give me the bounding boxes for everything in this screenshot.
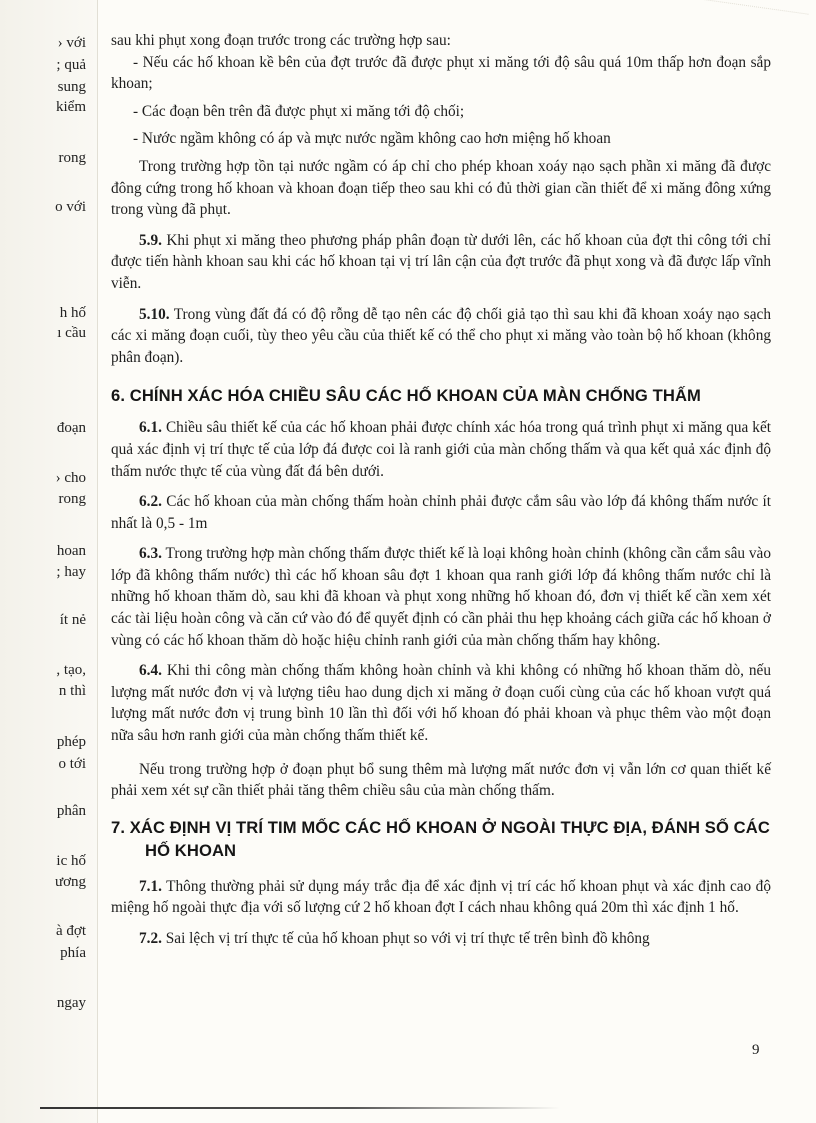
- margin-fragment: ic hố: [56, 853, 86, 869]
- margin-fragment: ương: [54, 874, 86, 890]
- clause-text: Các hố khoan của màn chống thấm hoàn chỉnh phải được cắm sâu vào lớp đá không thấm nước ít nhất là 0,5 - 1m: [111, 493, 772, 532]
- clause-number: 7.1.: [139, 877, 162, 895]
- bullet-item: - Nước ngầm không có áp và mực nước ngầm không cao hơn miệng hố khoan: [133, 130, 611, 148]
- margin-fragment: › với: [57, 35, 86, 51]
- margin-fragment: ı cầu: [57, 325, 86, 341]
- margin-fragment: sung: [57, 79, 86, 95]
- clause-5-10: [111, 304, 771, 369]
- clause-number: 6.4.: [139, 662, 162, 680]
- bullet-item: - Các đoạn bên trên đã được phụt xi măng tới độ chối;: [133, 102, 465, 120]
- clause-number: 6.3.: [139, 545, 162, 563]
- margin-fragment: ít nẻ: [59, 612, 86, 628]
- clause-text: Trong trường hợp màn chống thấm được thiết kế là loại không hoàn chỉnh (không cần cắm sâu vào lớp đã không thấm nước) thì các hố khoan sâu đợt 1 khoan qua ranh giới lớp đá không thấm nước chỉ là những hố khoan thăm dò, sau khi đã khoan và phụt xong những hố khoan đó, đơn vị thiết kế cần xem xét các tài liệu hoàn công và căn cứ vào đó để quyết định có cần phải thu hẹp khoảng cách giữa các hố khoan ở vùng có các hố khoan thăm dò hoặc hiệu chỉnh ranh giới của màn chống thấm hay không.: [111, 545, 771, 649]
- gutter-divider: [97, 0, 98, 1123]
- intro-line: sau khi phụt xong đoạn trước trong các trường hợp sau:: [111, 32, 451, 49]
- clause-6-4: [111, 660, 771, 746]
- margin-fragment: , tạo,: [56, 662, 86, 678]
- clause-text: Khi thi công màn chống thấm không hoàn chỉnh và khi không có những hố khoan thăm dò, nếu lượng mất nước đơn vị và lượng tiêu hao dung dịch xi măng ở đoạn cuối cùng của các hố khoan vượt quá lượng mất nước đơn vị trung bình 10 lần thì đối với hố khoan đó phải khoan và phục thêm vào một đoạn nữa sâu hơn ranh giới của màn chống thấm thiết kế.: [111, 662, 771, 745]
- clause-text: Thông thường phải sử dụng máy trắc địa để xác định vị trí các hố khoan phụt và xác định cao độ miệng hố ngoài thực địa với số lượng cứ 2 hố khoan đợt I cách nhau không quá 20m thì xác định 1 hố.: [111, 877, 771, 917]
- clause-6-3: [111, 543, 771, 651]
- margin-fragment: à đợt: [55, 923, 86, 939]
- clause-5-9: [111, 230, 771, 295]
- margin-fragment: hoan: [56, 543, 86, 559]
- clause-6-1: [111, 417, 771, 482]
- margin-fragment: phía: [60, 945, 86, 961]
- clause-text: Khi phụt xi măng theo phương pháp phân đoạn từ dưới lên, các hố khoan của đợt thi công tới chỉ được tiến hành khoan sau khi các hố khoan tại vị trí lân cận của đợt trước đã phụt xong và đã được lấp vĩnh viễn.: [111, 231, 771, 292]
- clause-number: 5.10.: [139, 305, 170, 323]
- section-6-heading: 6. CHÍNH XÁC HÓA CHIỀU SÂU CÁC HỐ KHOAN CỦA MÀN CHỐNG THẤM: [111, 386, 701, 406]
- clause-text: Sai lệch vị trí thực tế của hố khoan phụt so với vị trí thực tế trên bình đồ không: [165, 930, 650, 947]
- bottom-rule: [40, 1107, 560, 1109]
- corner-smudge: [697, 0, 808, 29]
- margin-fragment: đoạn: [56, 420, 86, 436]
- margin-fragment: phép: [56, 734, 86, 750]
- margin-fragment: › cho: [55, 470, 86, 486]
- margin-fragment: n thì: [58, 683, 86, 699]
- clause-number: 6.1.: [139, 419, 162, 437]
- margin-fragment: ; hay: [56, 564, 86, 580]
- clause-number: 7.2.: [139, 930, 162, 947]
- margin-fragment: ; quả: [56, 57, 86, 73]
- margin-fragment: h hố: [59, 305, 86, 321]
- margin-fragment: kiểm: [56, 99, 86, 115]
- section-6-closing: Nếu trong trường hợp ở đoạn phụt bổ sung thêm mà lượng mất nước đơn vị vẫn lớn cơ quan thiết kế phải xem xét sự cần thiết phải tăng thêm chiều sâu của màn chống thấm.: [111, 760, 771, 800]
- margin-fragment: o với: [55, 199, 86, 215]
- clause-text: Chiều sâu thiết kế của các hố khoan phải được chính xác hóa trong quá trình phụt xi măng qua kết quả xác định vị trí thực tế của lớp đá được coi là ranh giới của màn chống thấm và qua kết quả xác định độ thấm nước thực tế của vùng đất đá bên dưới.: [111, 419, 771, 480]
- margin-fragment: phân: [56, 803, 86, 819]
- margin-fragment: o tới: [58, 756, 86, 772]
- section-7-heading: 7. XÁC ĐỊNH VỊ TRÍ TIM MỐC CÁC HỐ KHOAN Ở NGOÀI THỰC ĐỊA, ĐÁNH SỐ CÁC HỐ KHOAN: [111, 817, 770, 860]
- page-content: [111, 30, 771, 950]
- paragraph-artesian: Trong trường hợp tồn tại nước ngầm có áp chỉ cho phép khoan xoáy nạo sạch phần xi măng đã được đông cứng trong hố khoan và khoan đoạn tiếp theo sau khi có đủ thời gian cần thiết để xi măng đông xứng trong vùng đã phụt.: [111, 157, 771, 219]
- clause-number: 5.9.: [139, 231, 162, 249]
- clause-text: Trong vùng đất đá có độ rỗng dễ tạo nên các độ chối giả tạo thì sau khi đã khoan xoáy nạo sạch các xi măng đoạn cuối, tùy theo yêu cầu của thiết kế có thể cho phụt xi măng vào toàn bộ hố khoan (không phân đoạn).: [111, 305, 771, 366]
- page-number: 9: [752, 1042, 760, 1058]
- clause-number: 6.2.: [139, 493, 162, 511]
- bullet-item: - Nếu các hố khoan kề bên của đợt trước đã được phụt xi măng tới độ sâu quá 10m thấp hơn đoạn sắp khoan;: [111, 53, 771, 93]
- clause-7-2: [111, 928, 771, 950]
- margin-fragment: rong: [58, 150, 86, 166]
- margin-fragment: ngay: [56, 995, 86, 1011]
- clause-7-1: [111, 876, 771, 919]
- clause-6-2: [111, 491, 771, 534]
- margin-fragment: rong: [58, 491, 86, 507]
